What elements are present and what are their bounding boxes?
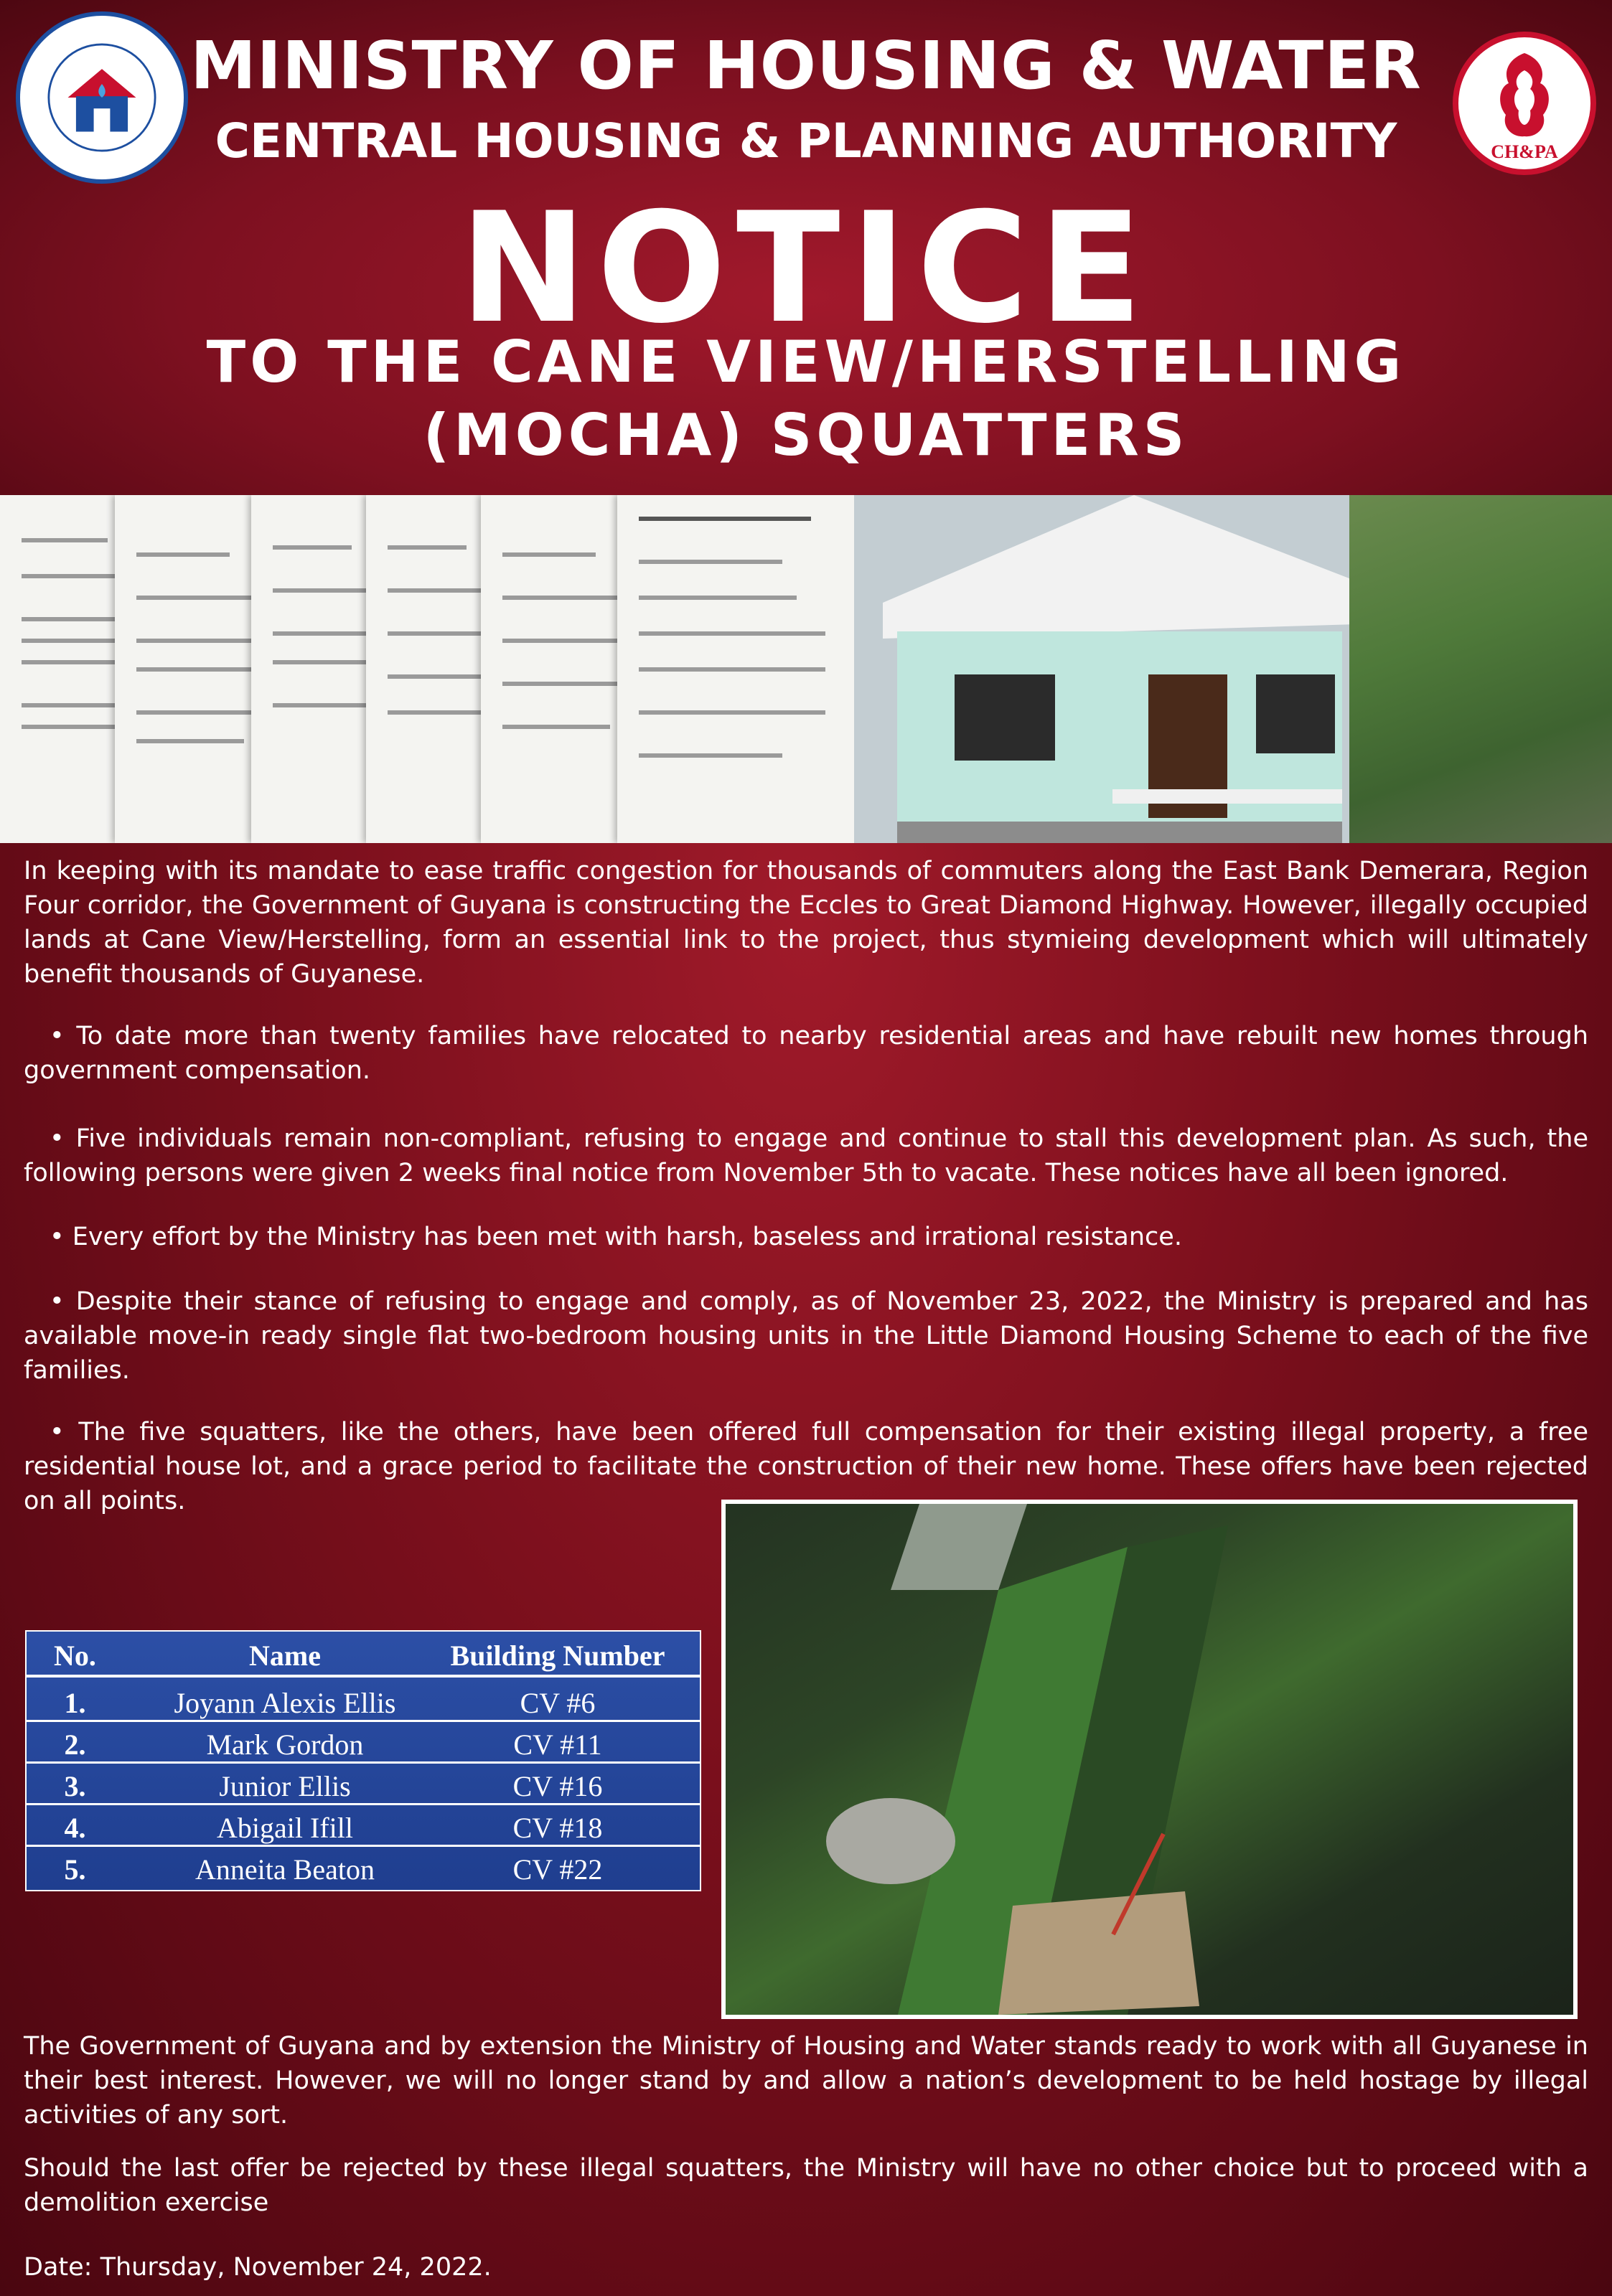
header-no: No. (54, 1639, 96, 1672)
header-name: Name (249, 1639, 321, 1672)
squatters-table (25, 1630, 701, 1891)
row-building: CV #22 (512, 1853, 603, 1886)
bullet-relocated-families: • To date more than twenty families have relocated to nearby residential areas and have rebuilt new homes through government compensation. (24, 1022, 1588, 1085)
authority-title: CENTRAL HOUSING & PLANNING AUTHORITY (215, 113, 1397, 169)
row-building: CV #6 (520, 1687, 596, 1719)
row-name: Joyann Alexis Ellis (174, 1687, 396, 1719)
notice-subtitle-line1: TO THE CANE VIEW/HERSTELLING (206, 329, 1406, 395)
aerial-construction-illustration (726, 1504, 1573, 2015)
row-name: Junior Ellis (219, 1770, 351, 1802)
row-no: 4. (64, 1812, 86, 1844)
aerial-construction-photo (721, 1500, 1578, 2019)
header-photo-strip (0, 495, 1612, 843)
notice-title: NOTICE (459, 179, 1153, 357)
table-row (27, 1764, 700, 1805)
bullet-non-compliant: • Five individuals remain non-compliant, refusing to engage and continue to stall this development plan. As such, the following persons were given 2 weeks final notice from November 5th to vacate. These notices have all been ignored. (24, 1124, 1588, 1187)
notice-date: Date: Thursday, November 24, 2022. (24, 2253, 492, 2282)
chpa-logo (1453, 32, 1596, 175)
row-name: Abigail Ifill (217, 1812, 353, 1844)
row-no: 5. (64, 1853, 86, 1886)
notice-subtitle-line2: (MOCHA) SQUATTERS (423, 402, 1189, 469)
table-row (27, 1847, 700, 1888)
header-banner (0, 0, 1612, 495)
row-no: 3. (64, 1770, 86, 1802)
table-row (27, 1722, 700, 1764)
table-row (27, 1680, 700, 1722)
new-house-photo (854, 495, 1356, 843)
table-row (27, 1805, 700, 1847)
row-building: CV #18 (512, 1812, 603, 1844)
memo-document-image (617, 495, 861, 843)
aerial-neighborhood-photo (1349, 495, 1612, 843)
house-illustration (854, 495, 1356, 843)
closing-paragraph-2: Should the last offer be rejected by these illegal squatters, the Ministry will have no other choice but to proceed with a demolition exercise (24, 2154, 1588, 2217)
table-header (27, 1632, 700, 1678)
chpa-logo-text: CH&PA (1491, 141, 1558, 162)
row-building: CV #11 (513, 1728, 602, 1761)
row-no: 2. (64, 1728, 86, 1761)
row-no: 1. (64, 1687, 86, 1719)
chpa-seal-icon (1458, 37, 1590, 169)
bullet-compensation: • The five squatters, like the others, have been offered full compensation for their existing illegal property, a free residential house lot, and a grace period to facilitate the construction of their new home. These offers have been rejected on all points. (24, 1418, 1588, 1515)
ministry-title: MINISTRY OF HOUSING & WATER (190, 27, 1422, 104)
bullet-housing-units: • Despite their stance of refusing to engage and comply, as of November 23, 2022, the Ministry is prepared and has available move-in ready single flat two-bedroom housing units in the Little Diamond Housing Scheme to each of the five families. (24, 1287, 1588, 1385)
row-building: CV #16 (512, 1770, 603, 1802)
row-name: Mark Gordon (206, 1728, 364, 1761)
closing-paragraph-1: The Government of Guyana and by extension the Ministry of Housing and Water stands ready to work with all Guyanese in their best interest. However, we will no longer stand by and allow a nation’s development to be held hostage by illegal activities of any sort. (24, 2032, 1588, 2130)
bullet-resistance: • Every effort by the Ministry has been met with harsh, baseless and irrational resistance. (50, 1223, 1182, 1251)
row-name: Anneita Beaton (195, 1853, 375, 1886)
header-building-number: Building Number (450, 1639, 665, 1672)
intro-paragraph: In keeping with its mandate to ease traffic congestion for thousands of commuters along the East Bank Demerara, Region Four corridor, the Government of Guyana is constructing the Eccles to Great Diamond Highway. However, illegally occupied lands at Cane View/Herstelling, form an essential link to the project, thus stymieing development which will ultimately benefit thousands of Guyanese. (24, 857, 1588, 989)
